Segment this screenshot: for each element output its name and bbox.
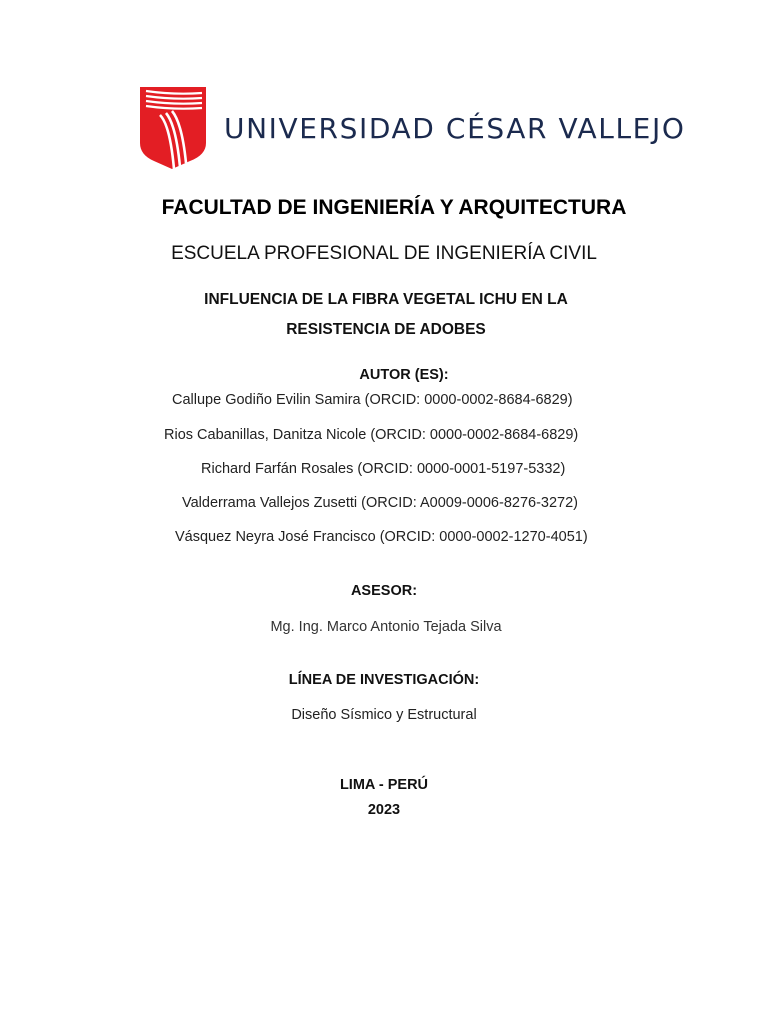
faculty-name: FACULTAD DE INGENIERÍA Y ARQUITECTURA (161, 196, 627, 219)
author-item: Richard Farfán Rosales (ORCID: 0000-0001-5197-5332) (201, 461, 566, 477)
university-logo (138, 84, 208, 172)
authors-label: AUTOR (ES): (359, 367, 449, 383)
author-item: Callupe Godiño Evilin Samira (ORCID: 0000-0002-8684-6829) (172, 392, 573, 408)
school-name: ESCUELA PROFESIONAL DE INGENIERÍA CIVIL (171, 243, 597, 264)
author-item: Vásquez Neyra José Francisco (ORCID: 0000-0002-1270-4051) (175, 529, 588, 545)
author-item: Valderrama Vallejos Zusetti (ORCID: A0009-0006-8276-3272) (182, 495, 578, 511)
advisor-label: ASESOR: (350, 583, 418, 599)
ucv-shield-icon (138, 85, 208, 171)
year: 2023 (367, 802, 401, 818)
university-name: UNIVERSIDAD CÉSAR VALLEJO (224, 112, 686, 145)
author-item: Rios Cabanillas, Danitza Nicole (ORCID: 0000-0002-8684-6829) (164, 427, 579, 443)
thesis-title-line-1: INFLUENCIA DE LA FIBRA VEGETAL ICHU EN LA (204, 291, 568, 308)
research-line-label: LÍNEA DE INVESTIGACIÓN: (288, 672, 480, 688)
thesis-title-line-2: RESISTENCIA DE ADOBES (286, 321, 486, 338)
research-line-value: Diseño Sísmico y Estructural (291, 707, 477, 723)
place: LIMA - PERÚ (339, 777, 429, 793)
advisor-name: Mg. Ing. Marco Antonio Tejada Silva (270, 619, 502, 635)
